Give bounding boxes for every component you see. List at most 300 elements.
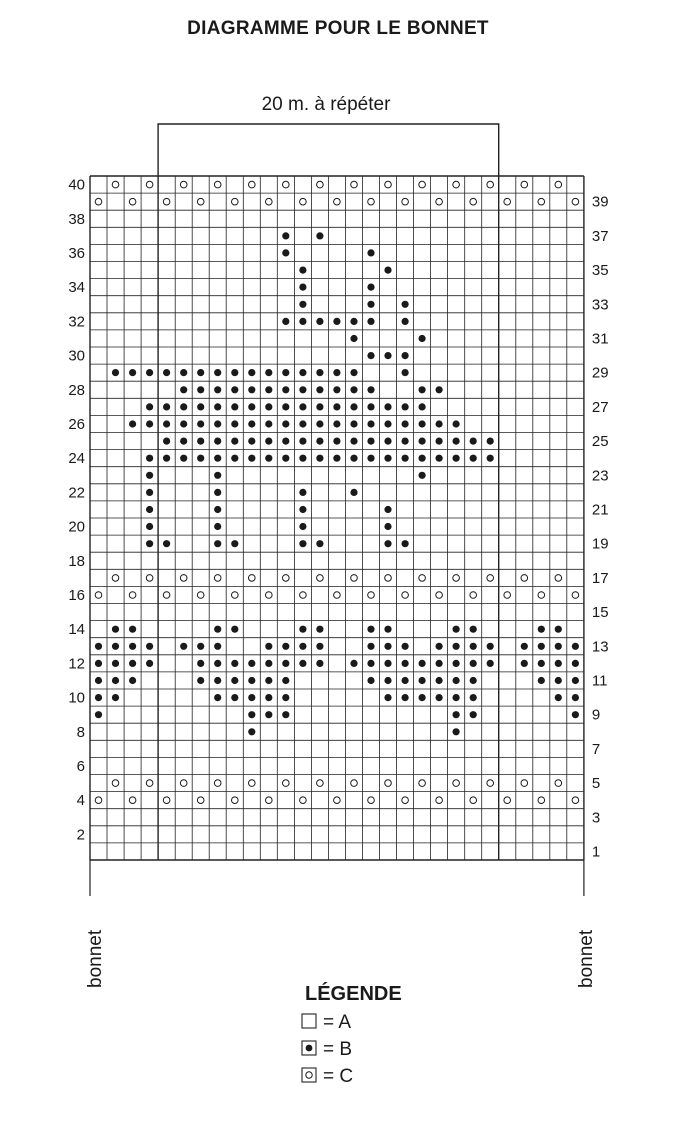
- stitch-b-dot: [333, 386, 340, 393]
- stitch-b-dot: [299, 523, 306, 530]
- row-number-left: 32: [68, 313, 85, 331]
- stitch-b-dot: [231, 386, 238, 393]
- stitch-c-circle: [368, 592, 375, 599]
- row-number-left: 2: [76, 826, 85, 844]
- stitch-b-dot: [129, 660, 136, 667]
- stitch-b-dot: [95, 677, 102, 684]
- stitch-c-circle: [487, 780, 494, 787]
- row-number-left: 12: [68, 655, 85, 673]
- stitch-b-dot: [299, 284, 306, 291]
- stitch-b-dot: [402, 318, 409, 325]
- stitch-b-dot: [231, 403, 238, 410]
- stitch-b-dot: [197, 369, 204, 376]
- stitch-b-dot: [95, 711, 102, 718]
- stitch-b-dot: [214, 660, 221, 667]
- stitch-b-dot: [146, 506, 153, 513]
- stitch-c-circle: [402, 198, 409, 205]
- stitch-b-dot: [419, 472, 426, 479]
- stitch-b-dot: [197, 677, 204, 684]
- repeat-bracket: [158, 124, 499, 176]
- stitch-b-dot: [231, 677, 238, 684]
- stitch-b-dot: [180, 643, 187, 650]
- stitch-b-dot: [470, 626, 477, 633]
- stitch-c-circle: [419, 575, 426, 582]
- stitch-c-circle: [419, 780, 426, 787]
- stitch-b-dot: [231, 438, 238, 445]
- stitch-b-dot: [265, 420, 272, 427]
- stitch-b-dot: [402, 301, 409, 308]
- stitch-c-circle: [436, 198, 443, 205]
- stitch-b-dot: [436, 420, 443, 427]
- stitch-b-dot: [299, 660, 306, 667]
- stitch-b-dot: [384, 540, 391, 547]
- stitch-b-dot: [436, 677, 443, 684]
- stitch-b-dot: [214, 403, 221, 410]
- stitch-b-dot: [350, 455, 357, 462]
- row-number-right: 13: [591, 638, 609, 656]
- stitch-b-dot: [299, 301, 306, 308]
- stitch-b-dot: [367, 455, 374, 462]
- stitch-b-dot: [402, 420, 409, 427]
- stitch-b-dot: [384, 643, 391, 650]
- stitch-b-dot: [436, 386, 443, 393]
- stitch-b-dot: [146, 455, 153, 462]
- stitch-b-dot: [402, 677, 409, 684]
- stitch-b-dot: [333, 420, 340, 427]
- stitch-b-dot: [538, 660, 545, 667]
- stitch-c-circle: [487, 575, 494, 582]
- stitch-b-dot: [299, 318, 306, 325]
- stitch-b-dot: [282, 694, 289, 701]
- row-number-right: 9: [591, 706, 601, 724]
- stitch-b-dot: [350, 369, 357, 376]
- stitch-b-dot: [419, 438, 426, 445]
- legend-label: = B: [323, 1039, 353, 1060]
- stitch-b-dot: [316, 369, 323, 376]
- stitch-b-dot: [112, 660, 119, 667]
- stitch-b-dot: [436, 643, 443, 650]
- stitch-b-dot: [350, 335, 357, 342]
- stitch-c-circle: [129, 592, 136, 599]
- stitch-b-dot: [231, 455, 238, 462]
- stitch-b-dot: [384, 677, 391, 684]
- chart-grid: [95, 181, 579, 803]
- stitch-b-dot: [470, 660, 477, 667]
- row-number-left: 34: [68, 279, 85, 297]
- stitch-b-dot: [436, 455, 443, 462]
- stitch-b-dot: [419, 420, 426, 427]
- stitch-c-circle: [402, 797, 409, 804]
- stitch-b-dot: [453, 694, 460, 701]
- stitch-b-dot: [367, 403, 374, 410]
- stitch-b-dot: [282, 369, 289, 376]
- row-number-left: 6: [76, 758, 85, 775]
- stitch-c-circle: [555, 780, 562, 787]
- stitch-c-circle: [436, 797, 443, 804]
- stitch-b-dot: [316, 420, 323, 427]
- stitch-b-dot: [316, 455, 323, 462]
- stitch-b-dot: [265, 643, 272, 650]
- stitch-b-dot: [163, 403, 170, 410]
- stitch-b-dot: [197, 643, 204, 650]
- stitch-b-dot: [333, 403, 340, 410]
- stitch-b-dot: [436, 438, 443, 445]
- stitch-c-circle: [214, 780, 221, 787]
- stitch-b-dot: [384, 403, 391, 410]
- stitch-b-dot: [214, 386, 221, 393]
- row-number-right: 29: [591, 364, 609, 382]
- stitch-c-circle: [129, 198, 136, 205]
- row-labels-left: [68, 177, 85, 844]
- row-number-right: 7: [591, 740, 601, 758]
- row-number-right: 5: [591, 775, 601, 793]
- stitch-b-dot: [299, 420, 306, 427]
- stitch-c-circle: [334, 592, 341, 599]
- stitch-b-dot: [384, 420, 391, 427]
- stitch-b-dot: [214, 420, 221, 427]
- stitch-b-dot: [146, 472, 153, 479]
- stitch-b-dot: [453, 711, 460, 718]
- row-labels-right: [592, 194, 609, 861]
- stitch-b-dot: [265, 438, 272, 445]
- stitch-b-dot: [487, 643, 494, 650]
- stitch-b-dot: [282, 660, 289, 667]
- stitch-b-dot: [384, 694, 391, 701]
- stitch-c-circle: [180, 181, 187, 188]
- stitch-c-circle: [95, 592, 102, 599]
- legend: [302, 1012, 353, 1087]
- stitch-b-dot: [555, 677, 562, 684]
- stitch-c-circle: [521, 780, 528, 787]
- stitch-b-dot: [146, 420, 153, 427]
- stitch-b-dot: [129, 369, 136, 376]
- row-number-right: 3: [591, 809, 601, 827]
- stitch-b-dot: [197, 660, 204, 667]
- stitch-b-dot: [95, 643, 102, 650]
- row-number-right: 17: [591, 569, 609, 587]
- stitch-c-circle: [453, 181, 460, 188]
- stitch-c-circle: [317, 780, 324, 787]
- row-number-left: 10: [68, 689, 85, 707]
- stitch-b-dot: [521, 660, 528, 667]
- stitch-b-dot: [470, 643, 477, 650]
- stitch-b-dot: [436, 660, 443, 667]
- row-number-right: 37: [591, 227, 609, 245]
- stitch-b-dot: [299, 455, 306, 462]
- row-number-left: 16: [68, 587, 85, 604]
- stitch-c-circle: [112, 780, 119, 787]
- stitch-b-dot: [146, 643, 153, 650]
- stitch-b-dot: [555, 694, 562, 701]
- stitch-c-circle: [146, 575, 153, 582]
- stitch-b-dot: [282, 249, 289, 256]
- stitch-c-circle: [232, 797, 239, 804]
- stitch-b-dot: [299, 643, 306, 650]
- stitch-b-dot: [384, 506, 391, 513]
- stitch-b-dot: [538, 643, 545, 650]
- stitch-b-dot: [384, 455, 391, 462]
- stitch-b-dot: [402, 369, 409, 376]
- stitch-b-dot: [316, 626, 323, 633]
- stitch-b-dot: [384, 438, 391, 445]
- stitch-b-dot: [180, 420, 187, 427]
- stitch-b-dot: [436, 694, 443, 701]
- stitch-b-dot: [333, 318, 340, 325]
- row-number-right: 1: [591, 843, 601, 861]
- stitch-b-dot: [299, 489, 306, 496]
- stitch-b-dot: [214, 677, 221, 684]
- row-number-left: 4: [76, 792, 85, 810]
- stitch-b-dot: [248, 386, 255, 393]
- stitch-b-dot: [555, 643, 562, 650]
- stitch-c-circle: [95, 797, 102, 804]
- stitch-c-circle: [504, 797, 511, 804]
- stitch-c-circle: [163, 592, 170, 599]
- stitch-b-dot: [487, 455, 494, 462]
- stitch-b-dot: [350, 318, 357, 325]
- stitch-b-dot: [538, 677, 545, 684]
- stitch-b-dot: [248, 420, 255, 427]
- stitch-b-dot: [299, 403, 306, 410]
- stitch-c-circle: [249, 181, 256, 188]
- stitch-b-dot: [367, 420, 374, 427]
- stitch-c-circle: [214, 181, 221, 188]
- stitch-b-dot: [419, 677, 426, 684]
- row-number-left: 38: [68, 210, 85, 228]
- stitch-b-dot: [299, 267, 306, 274]
- stitch-b-dot: [316, 660, 323, 667]
- stitch-b-dot: [384, 523, 391, 530]
- stitch-b-dot: [265, 369, 272, 376]
- row-number-right: 21: [591, 501, 609, 519]
- stitch-b-dot: [419, 335, 426, 342]
- stitch-c-circle: [300, 198, 307, 205]
- stitch-b-dot: [316, 438, 323, 445]
- stitch-b-dot: [453, 455, 460, 462]
- stitch-b-dot: [367, 677, 374, 684]
- stitch-b-dot: [214, 455, 221, 462]
- stitch-b-dot: [146, 489, 153, 496]
- stitch-b-dot: [146, 540, 153, 547]
- stitch-b-dot: [402, 455, 409, 462]
- stitch-b-dot: [316, 386, 323, 393]
- stitch-b-dot: [146, 403, 153, 410]
- stitch-b-dot: [402, 403, 409, 410]
- stitch-b-dot: [265, 677, 272, 684]
- stitch-b-dot: [333, 438, 340, 445]
- stitch-b-dot: [248, 728, 255, 735]
- stitch-b-dot: [402, 694, 409, 701]
- grid-lines: [90, 176, 584, 860]
- row-number-right: 31: [591, 330, 609, 348]
- stitch-b-dot: [572, 694, 579, 701]
- stitch-b-dot: [197, 386, 204, 393]
- stitch-b-dot: [367, 352, 374, 359]
- legend-swatch-empty: [302, 1014, 316, 1028]
- stitch-b-dot: [453, 677, 460, 684]
- stitch-b-dot: [163, 420, 170, 427]
- stitch-b-dot: [299, 626, 306, 633]
- stitch-b-dot: [214, 506, 221, 513]
- stitch-b-dot: [163, 369, 170, 376]
- side-label-left: bonnet: [85, 929, 106, 988]
- stitch-c-circle: [112, 575, 119, 582]
- stitch-c-circle: [197, 797, 204, 804]
- stitch-b-dot: [163, 540, 170, 547]
- stitch-b-dot: [265, 386, 272, 393]
- legend-label: = A: [323, 1012, 351, 1033]
- row-number-left: 20: [68, 518, 85, 536]
- stitch-b-dot: [555, 626, 562, 633]
- stitch-b-dot: [146, 369, 153, 376]
- stitch-b-dot: [470, 438, 477, 445]
- stitch-b-dot: [282, 438, 289, 445]
- stitch-b-dot: [384, 626, 391, 633]
- stitch-b-dot: [350, 403, 357, 410]
- stitch-c-circle: [317, 181, 324, 188]
- stitch-b-dot: [112, 626, 119, 633]
- repeat-bracket-line: [158, 124, 499, 176]
- stitch-b-dot: [231, 420, 238, 427]
- stitch-b-dot: [538, 626, 545, 633]
- stitch-b-dot: [180, 455, 187, 462]
- stitch-b-dot: [316, 540, 323, 547]
- stitch-c-circle: [232, 198, 239, 205]
- stitch-b-dot: [470, 455, 477, 462]
- stitch-c-circle: [180, 575, 187, 582]
- stitch-b-dot: [367, 301, 374, 308]
- stitch-b-dot: [572, 643, 579, 650]
- stitch-c-circle: [197, 198, 204, 205]
- stitch-b-dot: [299, 506, 306, 513]
- stitch-c-circle: [351, 780, 358, 787]
- stitch-b-dot: [282, 403, 289, 410]
- stitch-b-dot: [248, 403, 255, 410]
- stitch-b-dot: [214, 438, 221, 445]
- stitch-c-circle: [470, 797, 477, 804]
- stitch-b-dot: [453, 643, 460, 650]
- stitch-c-circle: [266, 797, 273, 804]
- stitch-b-dot: [453, 420, 460, 427]
- stitch-c-circle: [249, 575, 256, 582]
- stitch-b-dot: [367, 626, 374, 633]
- stitch-b-dot: [197, 420, 204, 427]
- stitch-b-dot: [282, 711, 289, 718]
- stitch-b-dot: [129, 643, 136, 650]
- stitch-b-dot: [470, 694, 477, 701]
- row-number-right: 33: [591, 296, 609, 314]
- legend-swatch-circle: [302, 1068, 316, 1082]
- stitch-b-dot: [163, 455, 170, 462]
- stitch-c-circle: [146, 780, 153, 787]
- stitch-b-dot: [487, 438, 494, 445]
- stitch-c-circle: [334, 198, 341, 205]
- stitch-b-dot: [180, 369, 187, 376]
- stitch-b-dot: [316, 232, 323, 239]
- stitch-b-dot: [572, 711, 579, 718]
- stitch-b-dot: [282, 386, 289, 393]
- row-number-left: 30: [68, 347, 85, 365]
- stitch-c-circle: [163, 198, 170, 205]
- stitch-c-circle: [249, 780, 256, 787]
- stitch-c-circle: [470, 198, 477, 205]
- stitch-b-dot: [384, 267, 391, 274]
- stitch-b-dot: [282, 420, 289, 427]
- stitch-b-dot: [572, 677, 579, 684]
- stitch-c-circle: [538, 198, 545, 205]
- stitch-b-dot: [265, 455, 272, 462]
- stitch-c-circle: [317, 575, 324, 582]
- stitch-c-circle: [129, 797, 136, 804]
- stitch-b-dot: [146, 523, 153, 530]
- stitch-b-dot: [112, 694, 119, 701]
- stitch-b-dot: [350, 660, 357, 667]
- stitch-b-dot: [163, 438, 170, 445]
- stitch-b-dot: [367, 249, 374, 256]
- stitch-c-circle: [351, 181, 358, 188]
- row-number-right: 39: [591, 193, 609, 211]
- stitch-b-dot: [470, 677, 477, 684]
- legend-dot-symbol: [306, 1045, 313, 1052]
- stitch-c-circle: [146, 181, 153, 188]
- stitch-b-dot: [555, 660, 562, 667]
- row-number-left: 8: [76, 723, 85, 741]
- stitch-b-dot: [350, 438, 357, 445]
- stitch-b-dot: [248, 660, 255, 667]
- stitch-b-dot: [419, 660, 426, 667]
- stitch-c-circle: [572, 592, 579, 599]
- stitch-c-circle: [419, 181, 426, 188]
- stitch-b-dot: [282, 318, 289, 325]
- row-number-right: 23: [591, 467, 609, 485]
- stitch-c-circle: [402, 592, 409, 599]
- stitch-b-dot: [231, 369, 238, 376]
- stitch-b-dot: [112, 677, 119, 684]
- stitch-b-dot: [521, 643, 528, 650]
- stitch-b-dot: [419, 403, 426, 410]
- stitch-b-dot: [402, 352, 409, 359]
- side-label-right: bonnet: [576, 929, 597, 988]
- row-number-left: 36: [68, 244, 85, 262]
- stitch-b-dot: [265, 660, 272, 667]
- stitch-b-dot: [180, 403, 187, 410]
- chart-title: DIAGRAMME POUR LE BONNET: [187, 18, 489, 39]
- stitch-b-dot: [214, 643, 221, 650]
- stitch-c-circle: [385, 780, 392, 787]
- stitch-b-dot: [95, 694, 102, 701]
- stitch-c-circle: [453, 780, 460, 787]
- stitch-b-dot: [367, 284, 374, 291]
- row-number-right: 11: [591, 672, 608, 690]
- stitch-c-circle: [95, 198, 102, 205]
- stitch-b-dot: [572, 660, 579, 667]
- stitch-c-circle: [112, 181, 119, 188]
- stitch-c-circle: [300, 592, 307, 599]
- stitch-b-dot: [299, 386, 306, 393]
- stitch-b-dot: [129, 626, 136, 633]
- row-number-left: 18: [68, 552, 85, 570]
- stitch-b-dot: [470, 711, 477, 718]
- stitch-b-dot: [419, 694, 426, 701]
- side-markers: [90, 860, 584, 896]
- stitch-c-circle: [504, 592, 511, 599]
- stitch-b-dot: [402, 660, 409, 667]
- stitch-b-dot: [231, 660, 238, 667]
- stitch-b-dot: [146, 660, 153, 667]
- stitch-b-dot: [112, 369, 119, 376]
- stitch-c-circle: [504, 198, 511, 205]
- row-number-right: 25: [591, 433, 609, 451]
